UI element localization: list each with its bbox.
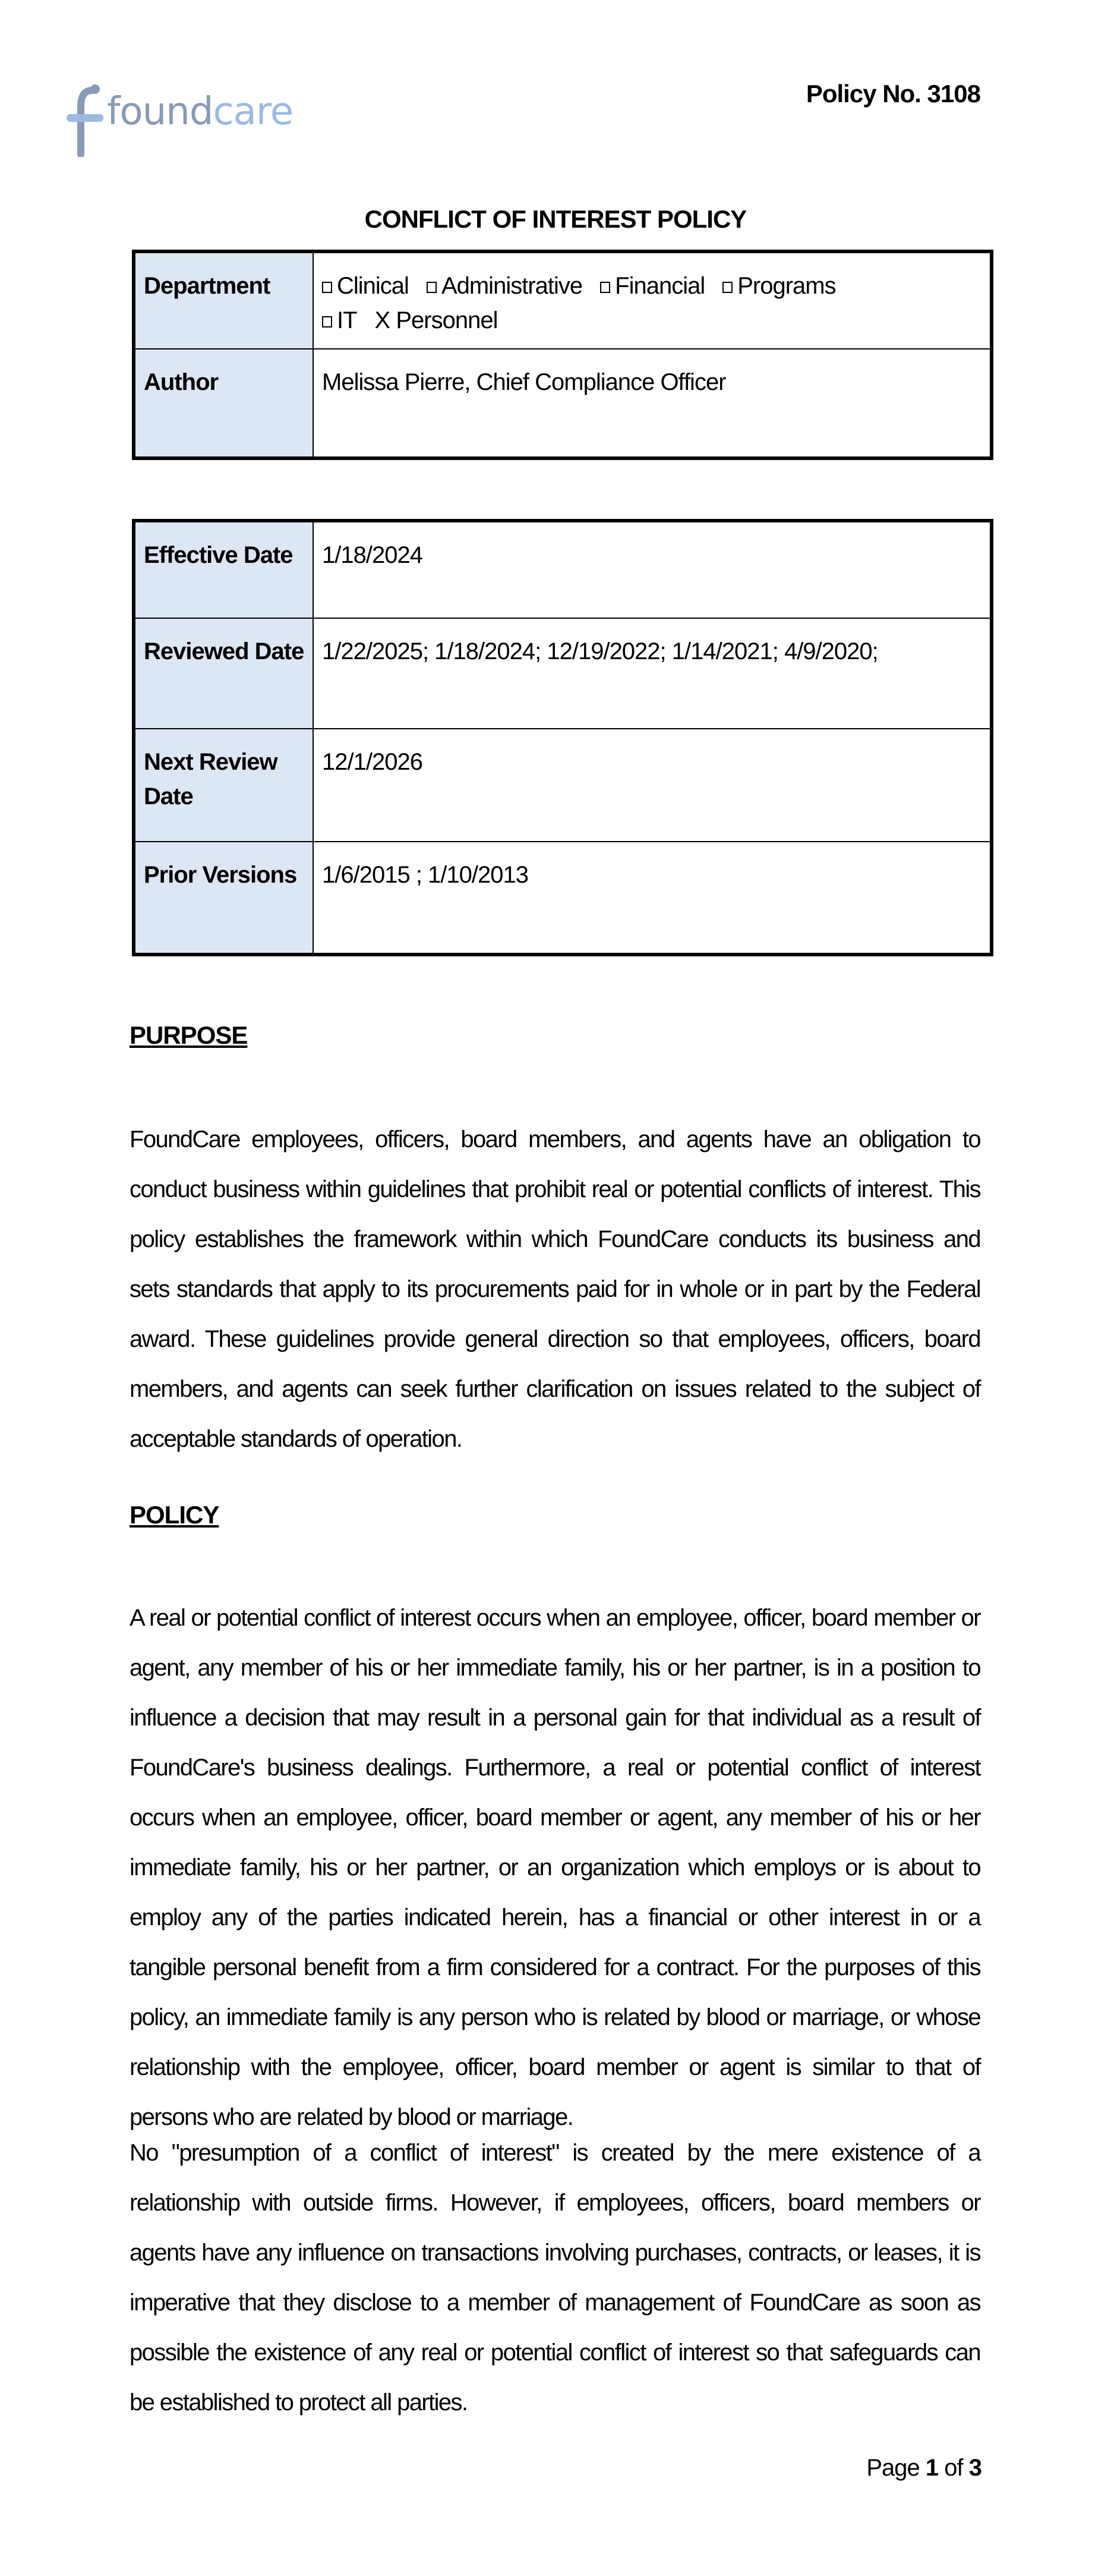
prior-versions-value: 1/6/2015 ; 1/10/2013 — [313, 842, 992, 955]
document-title: CONFLICT OF INTEREST POLICY — [364, 205, 747, 233]
total-pages: 3 — [968, 2455, 981, 2481]
next-review-date-value: 12/1/2026 — [313, 729, 992, 842]
policy-paragraph-2: No "presumption of a conflict of interest" is created by the mere existence of a relationship with outside firms. However, if employees, officers, board members or agents have any influence on transactions involving purchases, contracts, or leases, it is imperative that they disclose to a member of management of FoundCare as soon as possible the existence of any real or potential conflict of interest so that safeguards can be established to protect all parties. — [130, 2140, 980, 2416]
current-page: 1 — [925, 2455, 939, 2481]
department-option-clinical: Clinical — [322, 273, 409, 299]
reviewed-date-label: Reviewed Date — [134, 618, 313, 729]
department-row — [134, 251, 992, 349]
prior-versions-row — [134, 842, 992, 955]
policy-number: Policy No. 3108 — [806, 80, 980, 108]
logo-wordmark — [107, 90, 293, 134]
logo-text-found: found — [107, 90, 213, 134]
of-word: of — [944, 2455, 963, 2481]
checkbox-icon — [322, 282, 332, 293]
effective-date-row — [134, 521, 992, 618]
page-word: Page — [866, 2455, 920, 2481]
reviewed-date-value: 1/22/2025; 1/18/2024; 12/19/2022; 1/14/2021; 4/9/2020; — [313, 618, 992, 729]
department-option-financial: Financial — [600, 273, 705, 299]
department-option-personnel-selected: X Personnel — [374, 307, 498, 333]
department-option-programs: Programs — [722, 273, 835, 299]
author-value: Melissa Pierre, Chief Compliance Officer — [313, 349, 992, 458]
author-row — [134, 349, 992, 458]
policy-paragraph-1: A real or potential conflict of interest occurs when an employee, officer, board member or agent, any member of his or her immediate family, his or her partner, is in a position to influence a decision that may result in a personal gain for that individual as a result of FoundCare's business dealings. Furthermore, a real or potential conflict of interest occurs when an employee, officer, board member or agent, any member of his or her immediate family, his or her partner, or an organization which employs or is about to employ any of the parties indicated herein, has a financial or other interest in or a tangible personal benefit from a firm considered for a contract. For the purposes of this policy, an immediate family is any person who is related by blood or marriage, or whose relationship with the employee, officer, board member or agent is similar to that of persons who are related by blood or marriage. — [130, 1605, 980, 2130]
policy-heading: POLICY — [130, 1501, 219, 1529]
prior-versions-label: Prior Versions — [134, 842, 313, 955]
foundcare-logo — [65, 77, 293, 160]
page-number — [866, 2455, 981, 2481]
reviewed-date-row — [134, 618, 992, 729]
checkbox-icon — [722, 282, 733, 293]
author-label: Author — [134, 349, 313, 458]
dates-table — [132, 519, 993, 956]
logo-text-care: care — [213, 90, 293, 134]
checkbox-icon — [427, 282, 437, 293]
effective-date-value: 1/18/2024 — [313, 521, 992, 618]
next-review-date-label: Next Review Date — [134, 729, 313, 842]
foundcare-logo-icon — [65, 80, 107, 157]
department-option-administrative: Administrative — [427, 273, 582, 299]
department-options — [313, 251, 992, 349]
purpose-paragraph: FoundCare employees, officers, board members, and agents have an obligation to conduct business within guidelines that prohibit real or potential conflicts of interest. This policy establishes the framework within which FoundCare conducts its business and sets standards that apply to its procurements paid for in whole or in part by the Federal award. These guidelines provide general direction so that employees, officers, board members, and agents can seek further clarification on issues related to the subject of acceptable standards of operation. — [130, 1126, 980, 1452]
effective-date-label: Effective Date — [134, 521, 313, 618]
checkbox-icon — [600, 282, 610, 293]
purpose-heading: PURPOSE — [130, 1021, 248, 1049]
next-review-date-row — [134, 729, 992, 842]
department-label: Department — [134, 251, 313, 349]
checkbox-icon — [322, 316, 332, 327]
department-option-it: IT — [322, 307, 357, 333]
department-author-table — [132, 250, 993, 460]
